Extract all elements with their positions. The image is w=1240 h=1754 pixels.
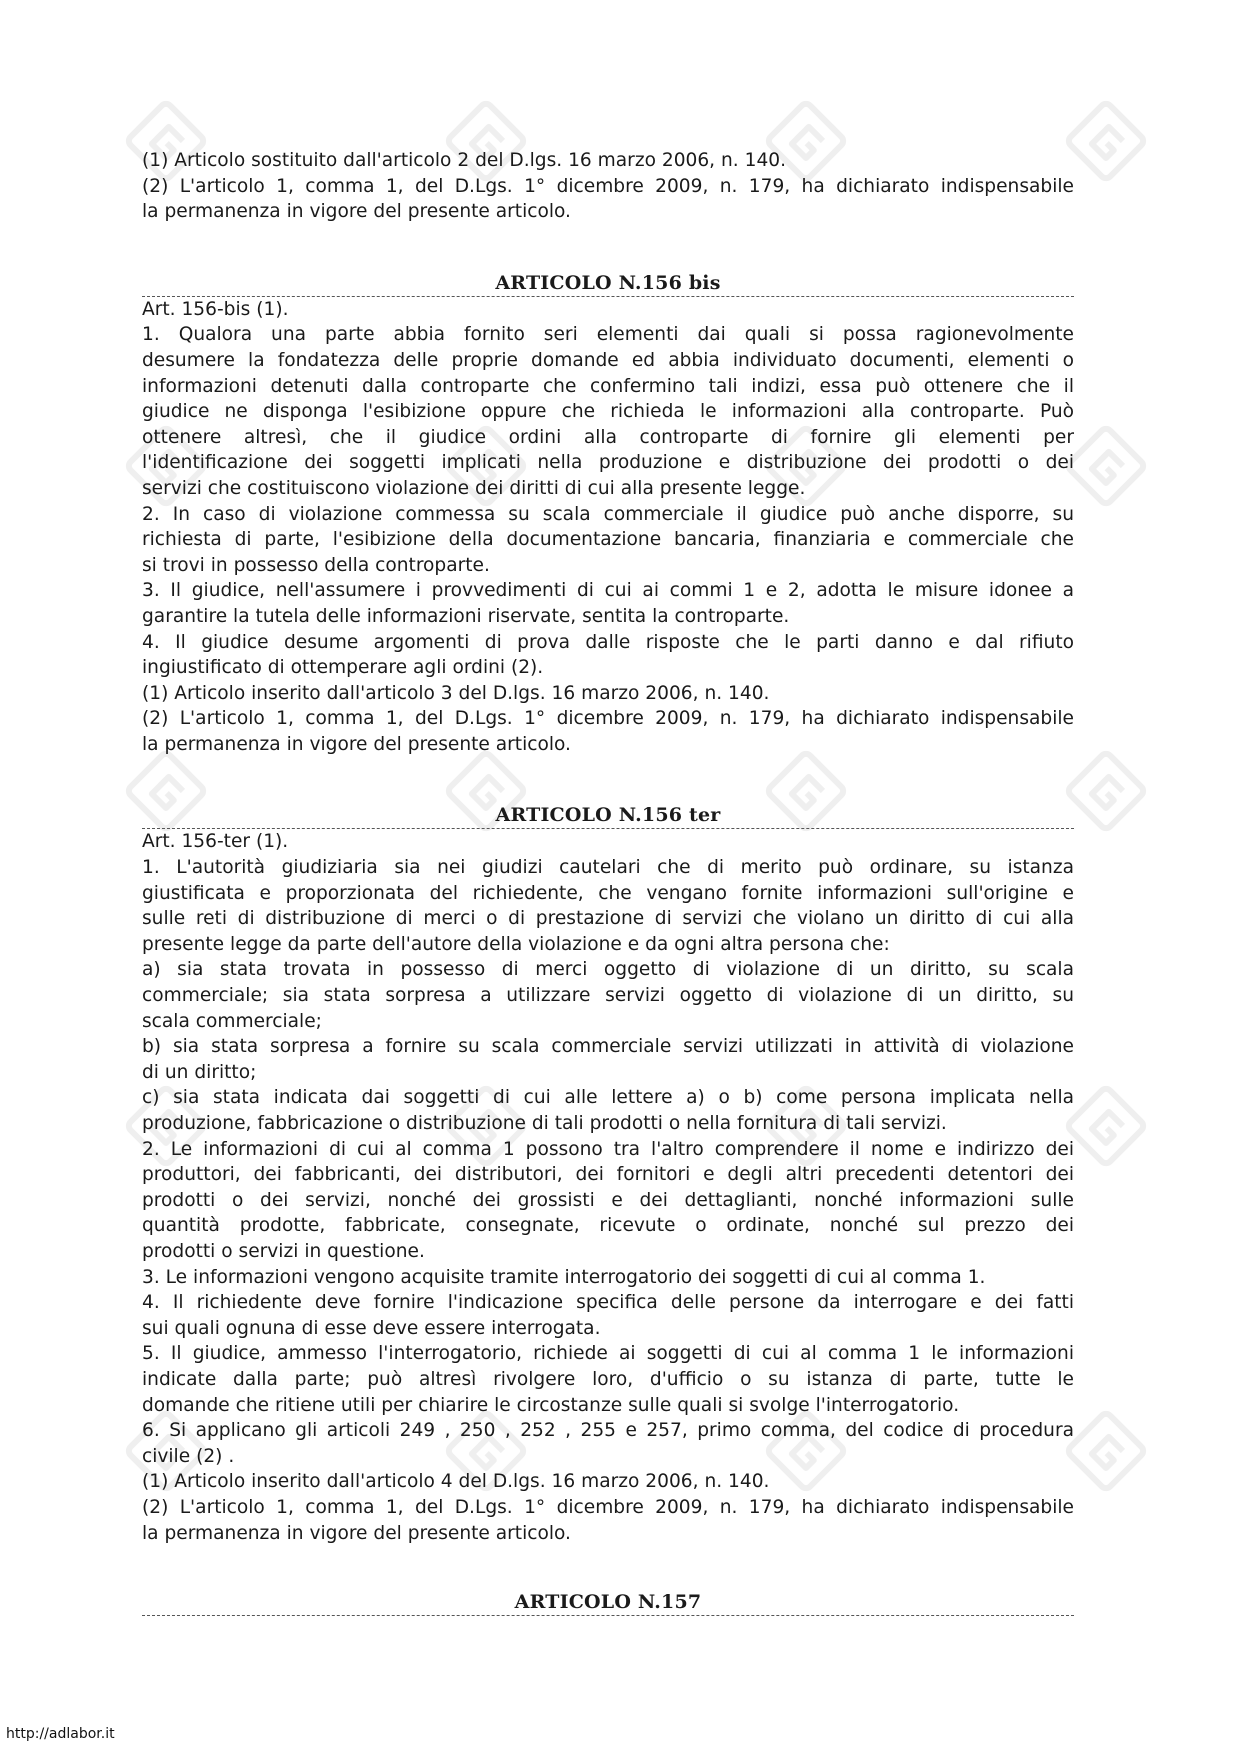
- text-line: si trovi in possesso della controparte.: [142, 554, 490, 576]
- text-line: giustificata e proporzionata del richiedente, che vengano fornite informazioni sull'origine e: [142, 882, 1074, 904]
- text-line: ottenere altresì, che il giudice ordini alla controparte di fornire gli elementi per: [142, 426, 1074, 448]
- text-line: informazioni detenuti dalla controparte che confermino tali indizi, essa può ottenere che il: [142, 375, 1074, 397]
- text-line: b) sia stata sorpresa a fornire su scala commerciale servizi utilizzati in attività di violazione: [142, 1036, 1074, 1058]
- text-line: servizi che costituiscono violazione dei diritti di cui alla presente legge.: [142, 477, 806, 499]
- text-line: (2) L'articolo 1, comma 1, del D.Lgs. 1° dicembre 2009, n. 179, ha dichiarato indispensabile: [142, 175, 1074, 197]
- text-line: di un diritto;: [142, 1061, 257, 1083]
- text-line: produzione, fabbricazione o distribuzione di tali prodotti o nella fornitura di tali servizi.: [142, 1113, 947, 1134]
- text-line: (1) Articolo sostituito dall'articolo 2 del D.lgs. 16 marzo 2006, n. 140.: [142, 150, 787, 171]
- text-line: (1) Articolo inserito dall'articolo 3 del D.lgs. 16 marzo 2006, n. 140.: [142, 682, 770, 704]
- text-line: la permanenza in vigore del presente articolo.: [142, 733, 571, 755]
- top-notes: [142, 148, 1074, 225]
- text-line: 2. Le informazioni di cui al comma 1 possono tra l'altro comprendere il nome e indirizzo dei: [142, 1138, 1074, 1160]
- text-line: prodotti o servizi in questione.: [142, 1240, 425, 1262]
- text-line: l'identificazione dei soggetti implicati nella produzione e distribuzione dei prodotti o dei: [142, 452, 1074, 474]
- document-page: [142, 148, 1074, 1616]
- text-line: a) sia stata trovata in possesso di merci oggetto di violazione di un diritto, su scala: [142, 959, 1074, 981]
- text-line: giudice ne disponga l'esibizione oppure che richieda le informazioni alla controparte. Può: [142, 401, 1074, 423]
- text-line: domande che ritiene utili per chiarire le circostanze sulle quali si svolge l'interrogatorio.: [142, 1394, 960, 1416]
- article-156-bis: [142, 271, 1074, 758]
- text-line: c) sia stata indicata dai soggetti di cui alle lettere a) o b) come persona implicata nella: [142, 1087, 1074, 1109]
- text-line: 1. L'autorità giudiziaria sia nei giudizi cautelari che di merito può ordinare, su istanza: [142, 857, 1074, 879]
- text-line: la permanenza in vigore del presente articolo.: [142, 1522, 571, 1544]
- text-line: (2) L'articolo 1, comma 1, del D.Lgs. 1° dicembre 2009, n. 179, ha dichiarato indispensabile: [142, 708, 1074, 730]
- text-line: scala commerciale;: [142, 1010, 322, 1032]
- text-line: la permanenza in vigore del presente articolo.: [142, 201, 571, 223]
- text-line: richiesta di parte, l'esibizione della documentazione bancaria, finanziaria e commerciale che: [142, 529, 1074, 551]
- article-heading: ARTICOLO N.156 ter: [142, 803, 1074, 829]
- article-156-ter: [142, 803, 1074, 1546]
- text-line: quantità prodotte, fabbricate, consegnate, ricevute o ordinate, nonché sul prezzo dei: [142, 1215, 1074, 1237]
- text-line: (2) L'articolo 1, comma 1, del D.Lgs. 1° dicembre 2009, n. 179, ha dichiarato indispensabile: [142, 1496, 1074, 1518]
- text-line: indicate dalla parte; può altresì rivolgere loro, d'ufficio o su istanza di parte, tutte le: [142, 1368, 1074, 1390]
- text-line: (1) Articolo inserito dall'articolo 4 del D.lgs. 16 marzo 2006, n. 140.: [142, 1471, 770, 1493]
- text-line: sui quali ognuna di esse deve essere interrogata.: [142, 1317, 601, 1339]
- article-157: [142, 1590, 1074, 1616]
- text-line: 5. Il giudice, ammesso l'interrogatorio, richiede ai soggetti di cui al comma 1 le informazioni: [142, 1343, 1074, 1365]
- text-line: 3. Il giudice, nell'assumere i provvedimenti di cui ai commi 1 e 2, adotta le misure idonee a: [142, 580, 1074, 602]
- text-line: 1. Qualora una parte abbia fornito seri elementi dai quali si possa ragionevolmente: [142, 324, 1074, 346]
- text-line: civile (2) .: [142, 1445, 235, 1467]
- text-line: garantire la tutela delle informazioni riservate, sentita la controparte.: [142, 605, 790, 627]
- text-line: desumere la fondatezza delle proprie domande ed abbia individuato documenti, elementi o: [142, 349, 1074, 371]
- text-line: commerciale; sia stata sorpresa a utilizzare servizi oggetto di violazione di un diritto, su: [142, 985, 1074, 1007]
- text-line: 4. Il richiedente deve fornire l'indicazione specifica delle persone da interrogare e dei fatti: [142, 1292, 1074, 1314]
- text-line: Art. 156-bis (1).: [142, 298, 289, 320]
- text-line: Art. 156-ter (1).: [142, 831, 289, 853]
- text-line: 3. Le informazioni vengono acquisite tramite interrogatorio dei soggetti di cui al comma 1.: [142, 1266, 986, 1288]
- text-line: produttori, dei fabbricanti, dei distributori, dei fornitori e degli altri precedenti detentori dei: [142, 1164, 1074, 1186]
- article-heading: ARTICOLO N.156 bis: [142, 271, 1074, 297]
- text-line: ingiustificato di ottemperare agli ordini (2).: [142, 657, 544, 679]
- text-line: 2. In caso di violazione commessa su scala commerciale il giudice può anche disporre, su: [142, 503, 1074, 525]
- text-line: 4. Il giudice desume argomenti di prova dalle risposte che le parti danno e dal rifiuto: [142, 631, 1074, 653]
- footer-url[interactable]: http://adlabor.it: [6, 1726, 115, 1742]
- text-line: 6. Si applicano gli articoli 249 , 250 , 252 , 255 e 257, primo comma, del codice di procedura: [142, 1420, 1074, 1442]
- text-line: presente legge da parte dell'autore della violazione e da ogni altra persona che:: [142, 933, 890, 955]
- article-heading: ARTICOLO N.157: [142, 1590, 1074, 1616]
- text-line: prodotti o dei servizi, nonché dei grossisti e dei dettaglianti, nonché informazioni sulle: [142, 1189, 1074, 1211]
- article-body: [142, 297, 1074, 758]
- text-line: sulle reti di distribuzione di merci o di prestazione di servizi che violano un diritto di cui alla: [142, 908, 1074, 930]
- article-body: [142, 829, 1074, 1546]
